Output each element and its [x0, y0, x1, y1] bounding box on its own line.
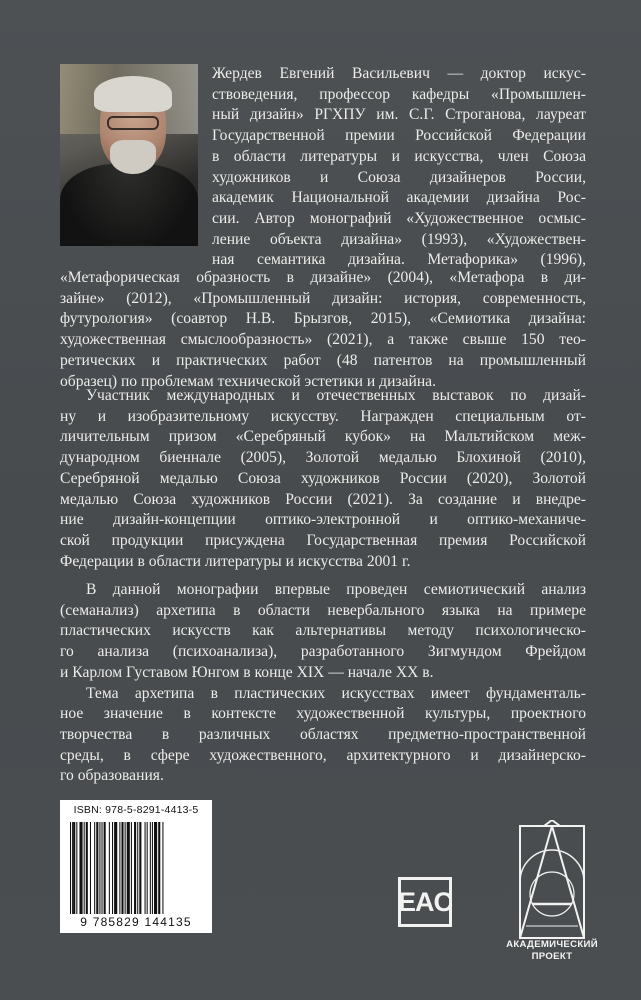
text-line: академик Национальной академии дизайна Рос-	[212, 189, 586, 207]
author-photo	[60, 64, 198, 246]
text-line: ный дизайн» РГХПУ им. С.Г. Строганова, лауреат	[212, 106, 586, 124]
text-line: го образования.	[60, 767, 164, 785]
isbn-barcode	[60, 800, 212, 933]
text-line: ну и изобразительному искусству. Награжден специальным от-	[60, 407, 586, 425]
eac-mark-icon: EAC	[398, 877, 452, 927]
text-line: ретических и практических работ (48 патентов на промышленный	[60, 351, 586, 369]
author-bio-top	[212, 64, 586, 271]
text-line: и Карлом Густавом Юнгом в конце XIX — начале XX в.	[60, 663, 434, 681]
text-line: Федерации в области литературы и искусства 2001 г.	[60, 552, 411, 570]
text-line: ние дизайн-концепции оптико-электронной и оптико-механиче-	[60, 511, 586, 529]
text-line: в области литературы и искусства, член Союза	[212, 147, 586, 165]
text-line: образец) по проблемам технической эстетики и дизайна.	[60, 372, 437, 390]
book-annotation	[60, 580, 586, 787]
barcode-number: 9 785829 144135	[80, 915, 192, 929]
publisher-name	[498, 939, 606, 963]
text-line: (семанализ) архетипа в области невербального языка на примере	[60, 601, 586, 619]
barcode-bars	[70, 822, 202, 914]
text-line: ской продукции присуждена Государственная премия Российской	[60, 531, 586, 549]
text-line: Серебряной медалью Союза художников России (2020), Золотой	[60, 469, 586, 487]
text-line: В данной монографии впервые проведен семиотический анализ	[86, 581, 586, 598]
text-line: футурология» (соавтор Н.В. Брызгов, 2015), «Семиотика дизайна:	[60, 310, 586, 328]
text-line: личительным призом «Серебряный кубок» на Мальтийском меж-	[60, 428, 586, 446]
text-line: ствоведения, профессор кафедры «Промышлен-	[212, 85, 586, 103]
text-line: Жердев Евгений Васильевич — доктор искус-	[212, 65, 586, 82]
author-awards	[60, 386, 586, 572]
publisher-name-line2: ПРОЕКТ	[531, 951, 573, 962]
publisher-name-line1: АКАДЕМИЧЕСКИЙ	[506, 939, 598, 950]
text-line: Участник международных и отечественных выставок по дизай-	[86, 387, 586, 404]
text-line: Тема архетипа в пластических искусствах имеет фундаменталь-	[86, 684, 586, 702]
text-line: Государственной премии Российской Федерации	[212, 127, 586, 145]
text-line: пластических искусств как альтернативы методу психологическо-	[60, 622, 586, 640]
text-line: ное значение в контексте художественной культуры, проектного	[60, 705, 586, 723]
text-line: го анализа (психоанализа), разработанного Зигмундом Фрейдом	[60, 643, 586, 661]
text-line: художественная смыслообразность» (2021), а также свыше 150 тео-	[60, 331, 586, 349]
text-line: творчества в различных областях предметно-пространственной	[60, 725, 586, 743]
text-line: ная семантика дизайна. Метафорика» (1996),	[212, 251, 586, 269]
isbn-label: ISBN: 978-5-8291-4413-5	[73, 804, 199, 816]
text-line: художников и Союза дизайнеров России,	[212, 168, 586, 186]
text-line: среды, в сфере художественного, архитектурного и дизайнерско-	[60, 746, 586, 764]
annotation-paragraph-1	[60, 580, 586, 684]
text-line: медалью Союза художников России (2021). За создание и внедре-	[60, 490, 586, 508]
text-line: зайне» (2012), «Промышленный дизайн: история, современность,	[60, 289, 586, 307]
text-line: «Метафорическая образность в дизайне» (2004), «Метафора в ди-	[60, 269, 586, 286]
text-line: ление объекта дизайна» (1993), «Художествен-	[212, 230, 586, 248]
text-line: сии. Автор монографий «Художественное осмыс-	[212, 209, 586, 227]
text-line: дународном биеннале (2005), Золотой медалью Блохиной (2010),	[60, 449, 586, 467]
author-bio-bottom	[60, 268, 586, 392]
annotation-paragraph-2	[60, 684, 586, 788]
